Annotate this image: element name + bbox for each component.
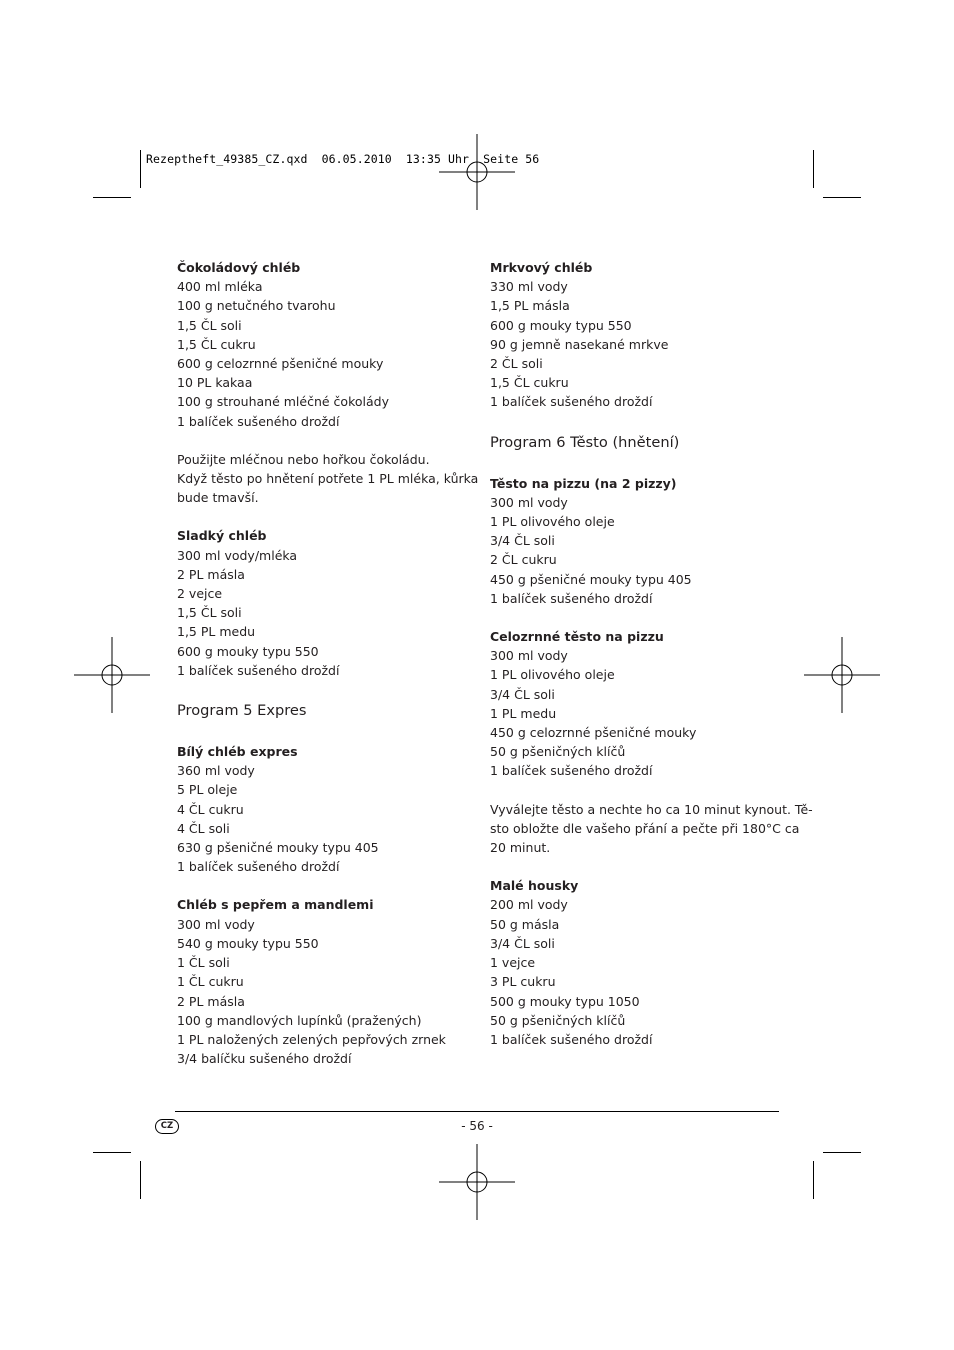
recipe-note xyxy=(177,450,477,508)
note-line: sto obložte dle vašeho přání a pečte při 180°C ca xyxy=(490,820,800,836)
note-line: Použijte mléčnou nebo hořkou čokoládu. xyxy=(177,451,430,467)
ingredient-line: 300 ml vody xyxy=(177,916,255,932)
note-line: Vyválejte těsto a nechte ho ca 10 minut kynout. Tě- xyxy=(490,801,813,817)
ingredient-line: 600 g celozrnné pšeničné mouky xyxy=(177,356,384,372)
ingredient-line: 450 g pšeničné mouky typu 405 xyxy=(490,571,692,587)
registration-mark-icon xyxy=(804,637,880,713)
recipe-title: Mrkvový chléb xyxy=(490,260,593,275)
ingredient-line: 2 PL másla xyxy=(177,993,245,1009)
recipe-note xyxy=(490,800,813,858)
ingredient-line: 1 PL olivového oleje xyxy=(490,514,615,530)
ingredient-line: 1,5 ČL soli xyxy=(177,317,242,333)
ingredient-line: 100 g strouhané mléčné čokolády xyxy=(177,394,389,410)
ingredient-line: 3/4 ČL soli xyxy=(490,686,555,702)
ingredient-line: 50 g pšeničných klíčů xyxy=(490,1012,626,1028)
footer-divider xyxy=(175,1111,779,1112)
ingredient-line: 1 ČL soli xyxy=(177,955,230,971)
ingredient-line: 630 g pšeničné mouky typu 405 xyxy=(177,840,379,856)
crop-mark xyxy=(813,1161,814,1199)
ingredient-line: 1 PL olivového oleje xyxy=(490,667,615,683)
ingredient-line: 3/4 ČL soli xyxy=(490,533,555,549)
registration-mark-icon xyxy=(439,134,515,210)
recipe-title: Malé housky xyxy=(490,878,579,894)
ingredient-line: 4 ČL soli xyxy=(177,820,230,836)
ingredient-line: 330 ml vody xyxy=(490,279,568,295)
program-heading: Program 5 Expres xyxy=(177,702,307,720)
note-line: Když těsto po hnětení potřete 1 PL mléka, kůrka xyxy=(177,471,479,487)
ingredient-line: 3/4 ČL soli xyxy=(490,935,555,951)
ingredient-line: 300 ml vody xyxy=(490,494,568,510)
recipe xyxy=(177,895,477,1068)
ingredient-line: 2 ČL cukru xyxy=(490,552,557,568)
ingredient-line: 450 g celozrnné pšeničné mouky xyxy=(490,725,697,741)
crop-mark xyxy=(140,1161,141,1199)
ingredient-line: 360 ml vody xyxy=(177,763,255,779)
ingredient-line: 100 g netučného tvarohu xyxy=(177,298,336,314)
recipe-title: Těsto na pizzu (na 2 pizzy) xyxy=(490,475,677,491)
recipe xyxy=(490,876,790,1049)
registration-mark-icon xyxy=(74,637,150,713)
ingredient-line: 400 ml mléka xyxy=(177,279,263,295)
ingredient-line: 1,5 ČL soli xyxy=(177,605,242,621)
ingredient-line: 5 PL oleje xyxy=(177,782,238,798)
ingredient-line: 50 g másla xyxy=(490,916,560,932)
ingredient-line: 3 PL cukru xyxy=(490,974,556,990)
ingredient-line: 2 vejce xyxy=(177,586,223,602)
recipe xyxy=(177,742,477,876)
ingredient-line: 90 g jemně nasekané mrkve xyxy=(490,336,669,352)
recipe xyxy=(490,258,790,412)
left-column xyxy=(177,258,477,1087)
ingredient-line: 2 PL másla xyxy=(177,566,245,582)
ingredient-line: 10 PL kakaa xyxy=(177,375,253,391)
note-line: bude tmavší. xyxy=(177,490,259,506)
ingredient-line: 1 balíček sušeného droždí xyxy=(177,662,340,678)
page-number: - 56 - xyxy=(461,1119,493,1133)
ingredient-line: 2 ČL soli xyxy=(490,356,543,372)
recipe-title: Chléb s pepřem a mandlemi xyxy=(177,897,374,913)
ingredient-line: 1 PL medu xyxy=(490,705,557,721)
ingredient-line: 1 ČL cukru xyxy=(177,974,244,990)
ingredient-line: 600 g mouky typu 550 xyxy=(177,643,319,659)
crop-mark xyxy=(823,197,861,198)
ingredient-line: 50 g pšeničných klíčů xyxy=(490,744,626,760)
recipe-title: Čokoládový chléb xyxy=(177,260,301,275)
ingredient-line: 500 g mouky typu 1050 xyxy=(490,993,640,1009)
crop-mark xyxy=(93,197,131,198)
ingredient-line: 100 g mandlových lupínků (pražených) xyxy=(177,1012,422,1028)
print-slug: Rezeptheft_49385_CZ.qxd 06.05.2010 13:35 Uhr Seite 56 xyxy=(146,152,540,166)
ingredient-line: 1,5 PL medu xyxy=(177,624,256,640)
ingredient-line: 300 ml vody xyxy=(490,648,568,664)
ingredient-line: 540 g mouky typu 550 xyxy=(177,935,319,951)
recipe-title: Celozrnné těsto na pizzu xyxy=(490,629,664,645)
ingredient-line: 600 g mouky typu 550 xyxy=(490,317,632,333)
ingredient-line: 200 ml vody xyxy=(490,897,568,913)
right-column xyxy=(490,258,813,1068)
ingredient-line: 1 balíček sušeného droždí xyxy=(177,413,340,429)
ingredient-line: 1,5 ČL cukru xyxy=(177,336,256,352)
crop-mark xyxy=(813,150,814,188)
note-line: 20 minut. xyxy=(490,840,551,856)
ingredient-line: 1 PL naložených zelených pepřových zrnek xyxy=(177,1031,446,1047)
recipe xyxy=(177,258,477,431)
ingredient-line: 1 balíček sušeného droždí xyxy=(490,1031,653,1047)
ingredient-line: 1,5 PL másla xyxy=(490,298,570,314)
recipe xyxy=(490,474,790,608)
crop-mark xyxy=(93,1152,131,1153)
ingredient-line: 1 balíček sušeného droždí xyxy=(490,394,653,410)
ingredient-line: 1 balíček sušeného droždí xyxy=(177,859,340,875)
ingredient-line: 3/4 balíčku sušeného droždí xyxy=(177,1051,352,1067)
crop-mark xyxy=(140,150,141,188)
crop-mark xyxy=(823,1152,861,1153)
ingredient-line: 4 ČL cukru xyxy=(177,801,244,817)
language-badge: CZ xyxy=(155,1119,179,1134)
program-heading: Program 6 Těsto (hnětení) xyxy=(490,433,680,451)
recipe-title: Bílý chléb expres xyxy=(177,744,298,760)
registration-mark-icon xyxy=(439,1144,515,1220)
ingredient-line: 1 balíček sušeného droždí xyxy=(490,763,653,779)
ingredient-line: 1,5 ČL cukru xyxy=(490,375,569,391)
ingredient-line: 300 ml vody/mléka xyxy=(177,547,298,563)
recipe xyxy=(490,627,790,781)
recipe xyxy=(177,526,477,680)
recipe-title: Sladký chléb xyxy=(177,528,267,544)
ingredient-line: 1 balíček sušeného droždí xyxy=(490,590,653,606)
ingredient-line: 1 vejce xyxy=(490,955,536,971)
